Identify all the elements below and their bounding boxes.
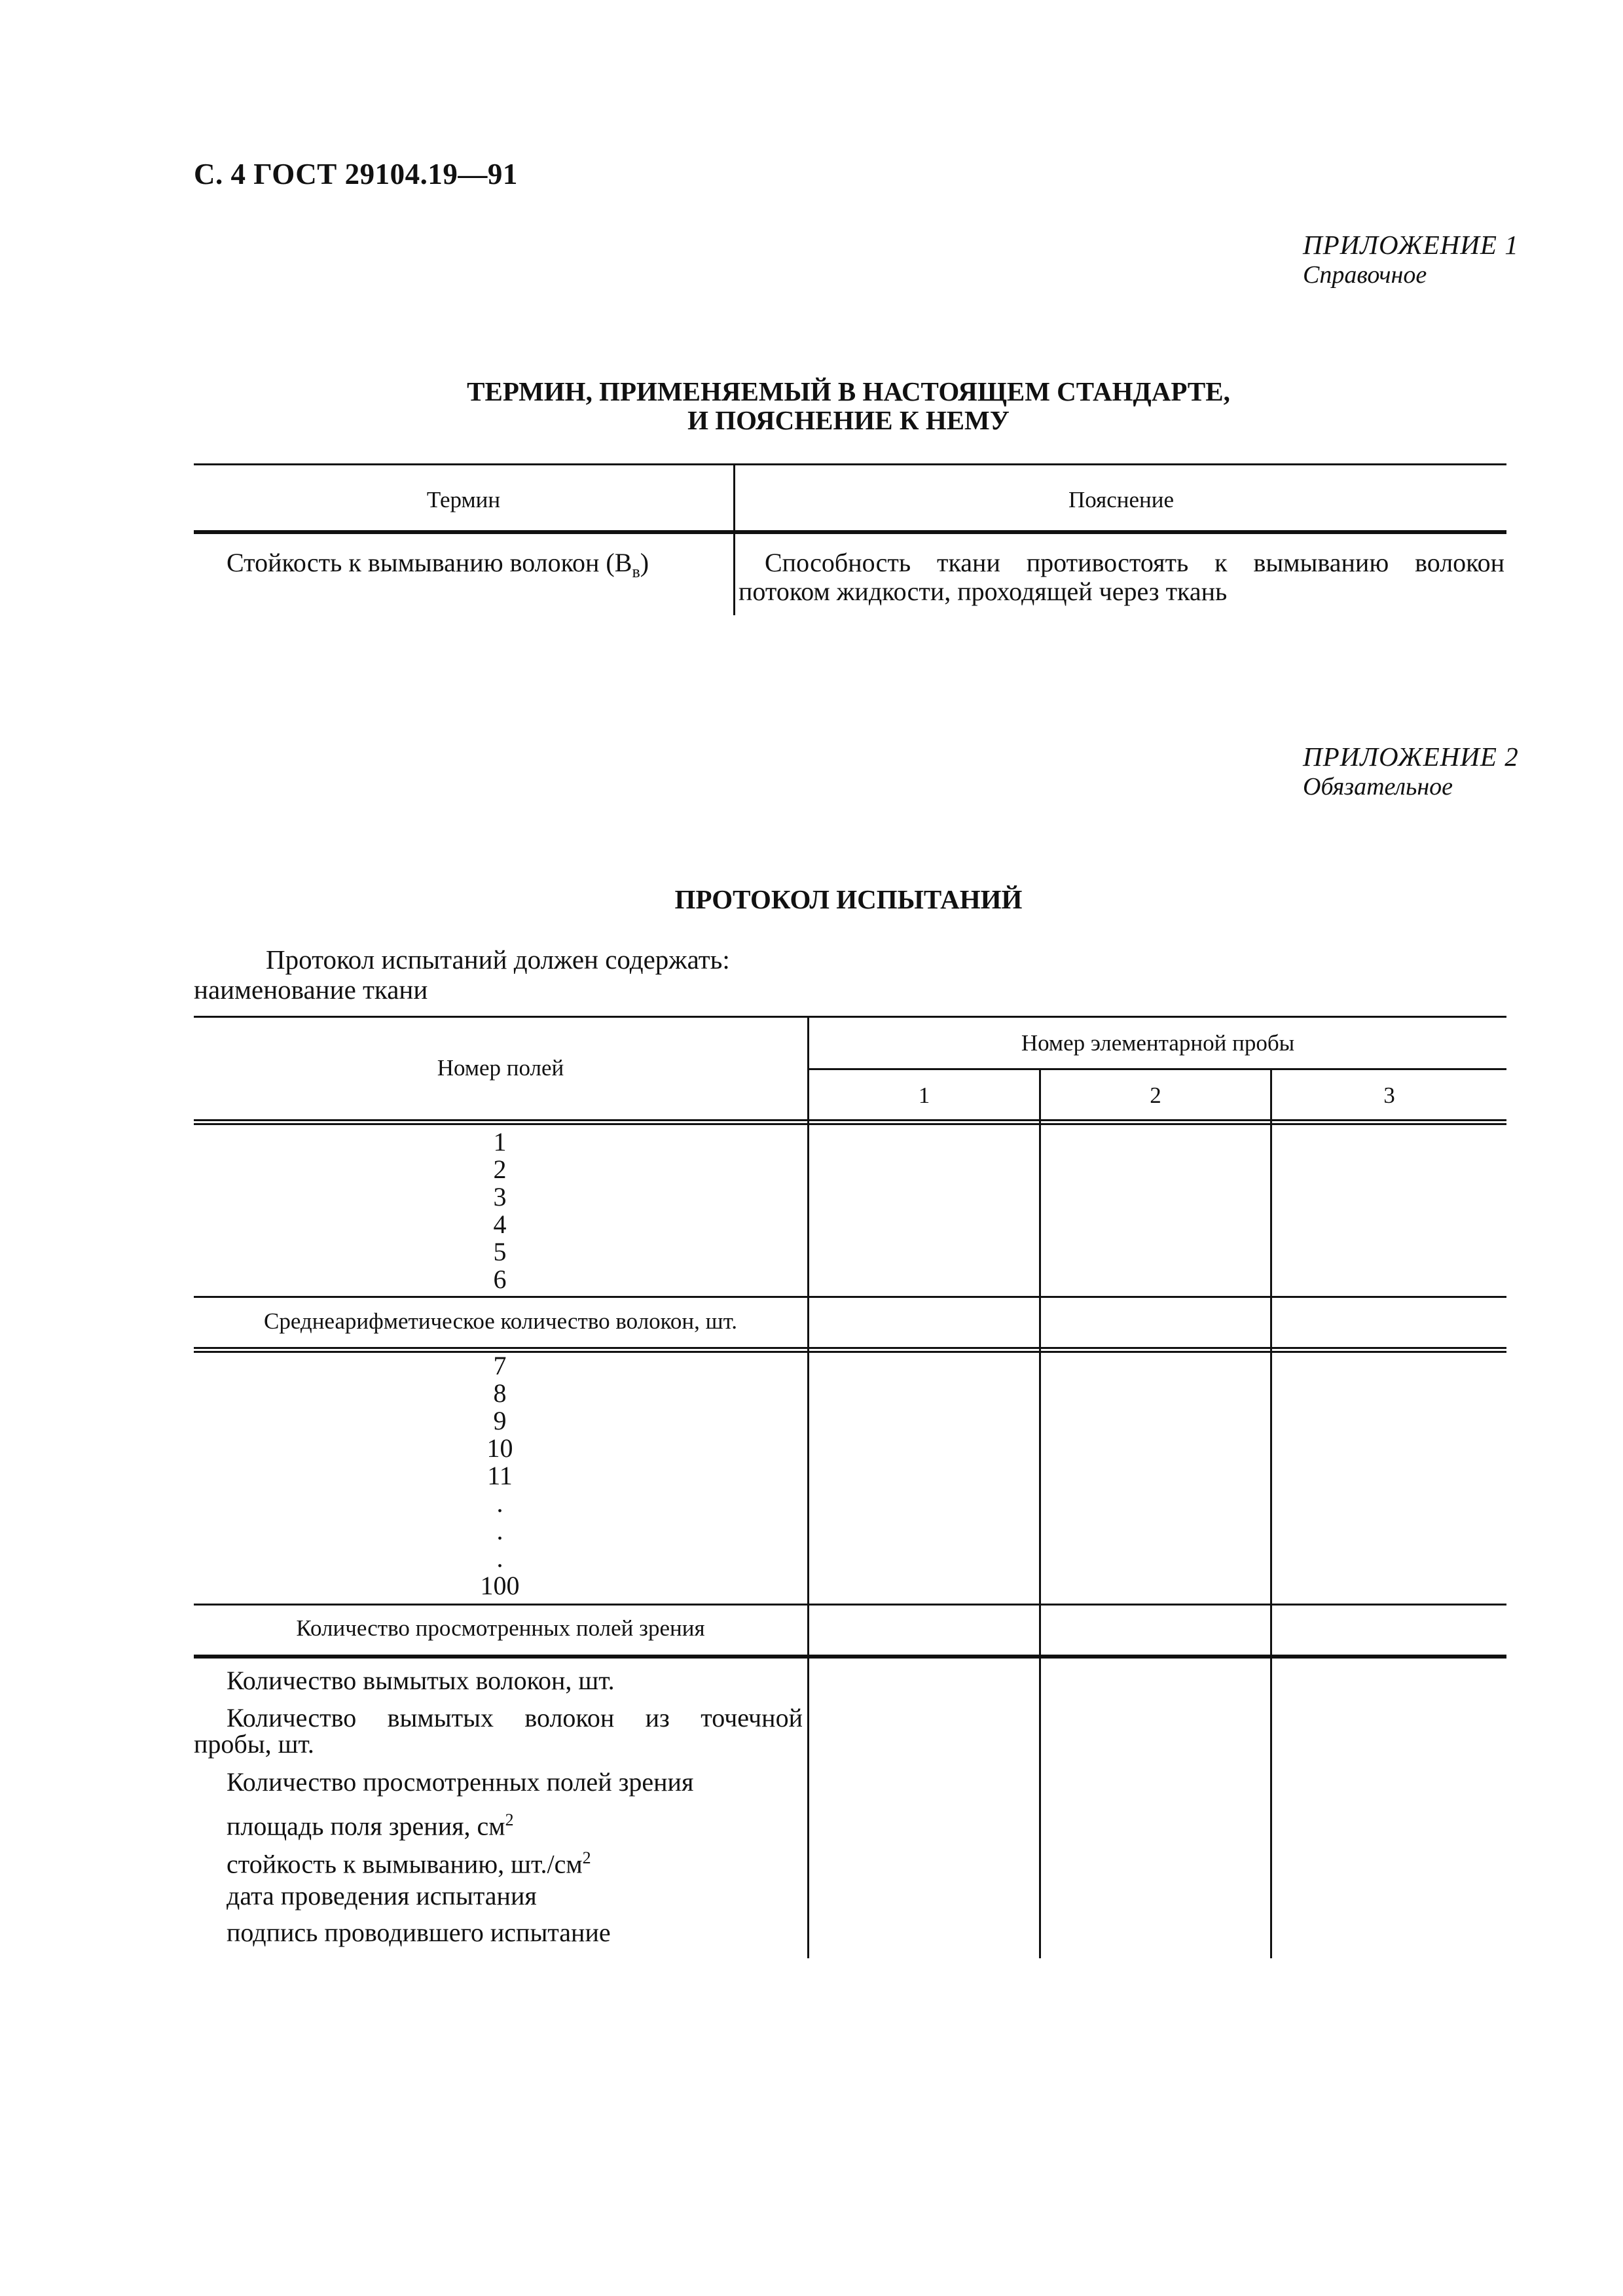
table2-viewed-rule [194,1655,1506,1659]
protocol-intro: Протокол испытаний должен содержать: [266,944,730,975]
page-header: С. 4 ГОСТ 29104.19—91 [194,158,518,190]
row-average-fibers: Среднеарифметическое количество волокон, шт. [263,1308,737,1334]
header-field-number: Номер полей [437,1055,564,1081]
table1-header-term: Термин [426,487,501,512]
table1-term-cell [227,548,649,586]
field-area-text: площадь поля зрения, см [227,1811,505,1841]
field-number: 7 [493,1351,507,1380]
appendix2-label-block [1303,741,1519,801]
term-close: ) [640,548,649,577]
row-washed-point-line1: Количество вымытых волокон из точечной [227,1703,803,1732]
table1-col-divider [733,463,735,615]
field-number: 4 [493,1210,507,1239]
field-number: 6 [493,1265,507,1294]
appendix2-type: Обязательное [1303,773,1453,800]
appendix1-title-line2: И ПОЯСНЕНИЕ К НЕМУ [687,405,1010,435]
table2-vline-2 [1039,1068,1041,1958]
resistance-sup: 2 [582,1848,591,1867]
table1-explanation-line2: потоком жидкости, проходящей через ткань [739,577,1228,606]
row-tester-signature: подпись проводившего испытание [227,1918,611,1947]
table1-header-rule [194,530,1506,534]
row-test-date: дата проведения испытания [227,1881,537,1910]
field-number: . [496,1488,503,1518]
term-text: Стойкость к вымыванию волокон (B [227,548,632,577]
field-number: 11 [487,1461,513,1490]
appendix1-label: ПРИЛОЖЕНИЕ 1 [1303,230,1519,260]
field-number: . [496,1543,503,1573]
field-number: 1 [493,1127,507,1157]
table1-header-explanation: Пояснение [1068,487,1174,512]
field-number: 100 [480,1571,520,1600]
field-area-sup: 2 [505,1810,514,1829]
appendix1-title [194,377,1503,435]
row-viewed-fields: Количество просмотренных полей зрения [296,1615,705,1641]
field-number: 5 [493,1237,507,1266]
table2-vline-1 [807,1016,809,1958]
header-sample-2: 2 [1150,1083,1161,1108]
group2-field-numbers [194,1352,806,1600]
field-number: 9 [493,1406,507,1435]
group1-field-numbers [194,1128,806,1293]
header-sample-number: Номер элементарной пробы [1021,1030,1295,1056]
field-number: . [496,1516,503,1545]
row-resistance [227,1843,591,1879]
header-sample-1: 1 [918,1083,930,1108]
appendix1-type: Справочное [1303,261,1427,289]
protocol-item-fabric: наименование ткани [194,975,428,1005]
resistance-text: стойкость к вымыванию, шт./см [227,1849,583,1879]
row-washed-out-fibers: Количество вымытых волокон, шт. [227,1666,615,1695]
header-sample-3: 3 [1383,1083,1395,1108]
table2-average-rule-a [194,1347,1506,1349]
table2-vline-3 [1270,1068,1272,1958]
appendix1-title-line1: ТЕРМИН, ПРИМЕНЯЕМЫЙ В НАСТОЯЩЕМ СТАНДАРТЕ, [467,376,1230,406]
field-number: 10 [486,1433,513,1463]
field-number: 8 [493,1378,507,1408]
table2-header-rule-b [194,1123,1506,1125]
appendix2-title: ПРОТОКОЛ ИСПЫТАНИЙ [674,884,1023,914]
table2-subheader-rule [809,1068,1506,1070]
table2-group1-rule [194,1296,1506,1298]
table1-top-rule [194,463,1506,465]
table1-explanation-line1: Способность ткани противостоять к вымыванию волокон [765,548,1504,577]
table2-header-rule-a [194,1119,1506,1121]
row-washed-point-line2: пробы, шт. [194,1729,314,1759]
row-field-area [227,1805,514,1841]
table2-top-rule [194,1016,1506,1018]
field-number: 3 [493,1182,507,1211]
row-viewed-fields-count: Количество просмотренных полей зрения [227,1767,694,1797]
term-subscript: в [632,562,640,581]
appendix2-label: ПРИЛОЖЕНИЕ 2 [1303,742,1519,772]
table2-group2-rule [194,1604,1506,1605]
appendix1-label-block [1303,229,1519,289]
field-number: 2 [493,1155,507,1184]
